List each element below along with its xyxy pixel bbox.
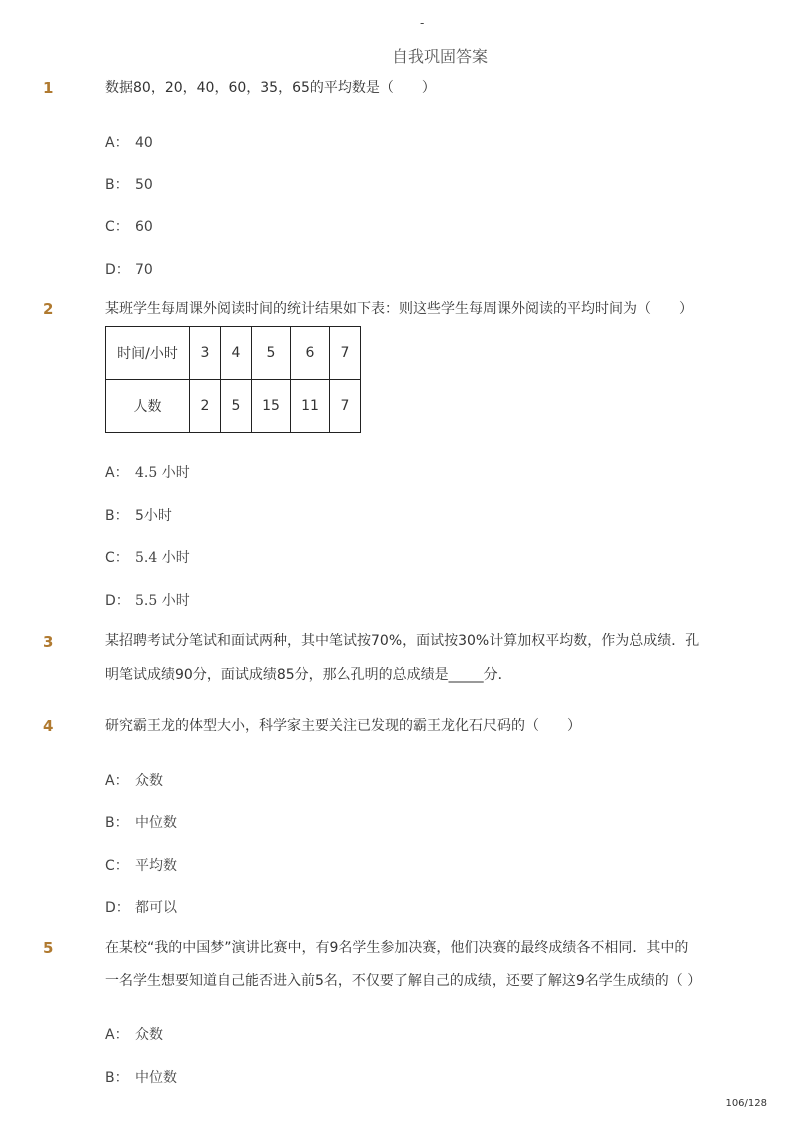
option-label: D： [105,593,130,609]
question-4-option-a[interactable] [105,770,163,790]
question-1-option-a[interactable] [105,132,153,152]
option-value: 5小时 [135,508,172,524]
reading-time-table [105,326,361,433]
option-label: B： [105,177,129,193]
option-label: A： [105,465,129,481]
question-5-option-a[interactable] [105,1024,163,1044]
option-label: A： [105,1027,129,1043]
table-row [106,327,361,380]
question-2-option-d[interactable] [105,590,190,610]
question-1-text: 数据80，20，40，60，35，65的平均数是（ ） [105,80,436,96]
question-1-number: 1 [43,79,54,97]
question-3-text-line1: 某招聘考试分笔试和面试两种，其中笔试按70%，面试按30%计算加权平均数，作为总成绩．孔 [105,633,700,649]
question-3-text-line2: 明笔试成绩90分，面试成绩85分，那么孔明的总成绩是_____分． [105,667,512,683]
table-cell: 时间/小时 [106,327,190,380]
option-label: B： [105,815,129,831]
option-value: 中位数 [135,815,177,831]
table-cell: 11 [291,380,330,433]
header-dash: - [420,16,425,30]
option-label: C： [105,858,129,874]
table-cell: 6 [291,327,330,380]
option-label: C： [105,219,129,235]
table-cell: 4 [221,327,252,380]
question-2-text: 某班学生每周课外阅读时间的统计结果如下表：则这些学生每周课外阅读的平均时间为（ ） [105,301,693,317]
table-cell: 15 [252,380,291,433]
question-2-number: 2 [43,300,54,318]
page-number: 106/128 [725,1098,767,1109]
question-4-text: 研究霸王龙的体型大小，科学家主要关注已发现的霸王龙化石尺码的（ ） [105,718,581,734]
option-label: A： [105,135,129,151]
question-5-text-line1: 在某校“我的中国梦”演讲比赛中，有9名学生参加决赛，他们决赛的最终成绩各不相同．其中的 [105,940,689,956]
option-label: B： [105,1070,129,1086]
question-1-option-d[interactable] [105,259,153,279]
option-value: 50 [135,177,153,193]
question-1-option-c[interactable] [105,216,153,236]
option-value: 4.5 小时 [135,465,190,481]
option-value: 40 [135,135,153,151]
question-4-option-c[interactable] [105,855,177,875]
option-value: 5.4 小时 [135,550,190,566]
option-value: 众数 [135,773,163,789]
table-cell: 人数 [106,380,190,433]
option-label: A： [105,773,129,789]
question-1-option-b[interactable] [105,174,153,194]
question-5-option-b[interactable] [105,1067,177,1087]
page-title: 自我巩固答案 [391,47,488,66]
table-cell: 5 [252,327,291,380]
option-label: D： [105,262,130,278]
option-label: C： [105,550,129,566]
table-cell: 5 [221,380,252,433]
question-4-option-b[interactable] [105,812,177,832]
table-cell: 7 [330,327,361,380]
question-4-option-d[interactable] [105,897,177,917]
option-value: 都可以 [135,900,177,916]
question-5-number: 5 [43,939,54,957]
table-cell: 3 [190,327,221,380]
option-value: 70 [135,262,153,278]
question-3-number: 3 [43,633,54,651]
table-cell: 7 [330,380,361,433]
question-2-option-b[interactable] [105,505,172,525]
question-2-option-a[interactable] [105,462,190,482]
option-label: D： [105,900,130,916]
option-value: 平均数 [135,858,177,874]
option-value: 众数 [135,1027,163,1043]
question-4-number: 4 [43,717,54,735]
option-value: 中位数 [135,1070,177,1086]
table-cell: 2 [190,380,221,433]
question-2-option-c[interactable] [105,547,190,567]
table-row [106,380,361,433]
option-value: 60 [135,219,153,235]
option-label: B： [105,508,129,524]
question-5-text-line2: 一名学生想要知道自己能否进入前5名，不仅要了解自己的成绩，还要了解这9名学生成绩的（ ） [105,973,702,989]
option-value: 5.5 小时 [135,593,190,609]
